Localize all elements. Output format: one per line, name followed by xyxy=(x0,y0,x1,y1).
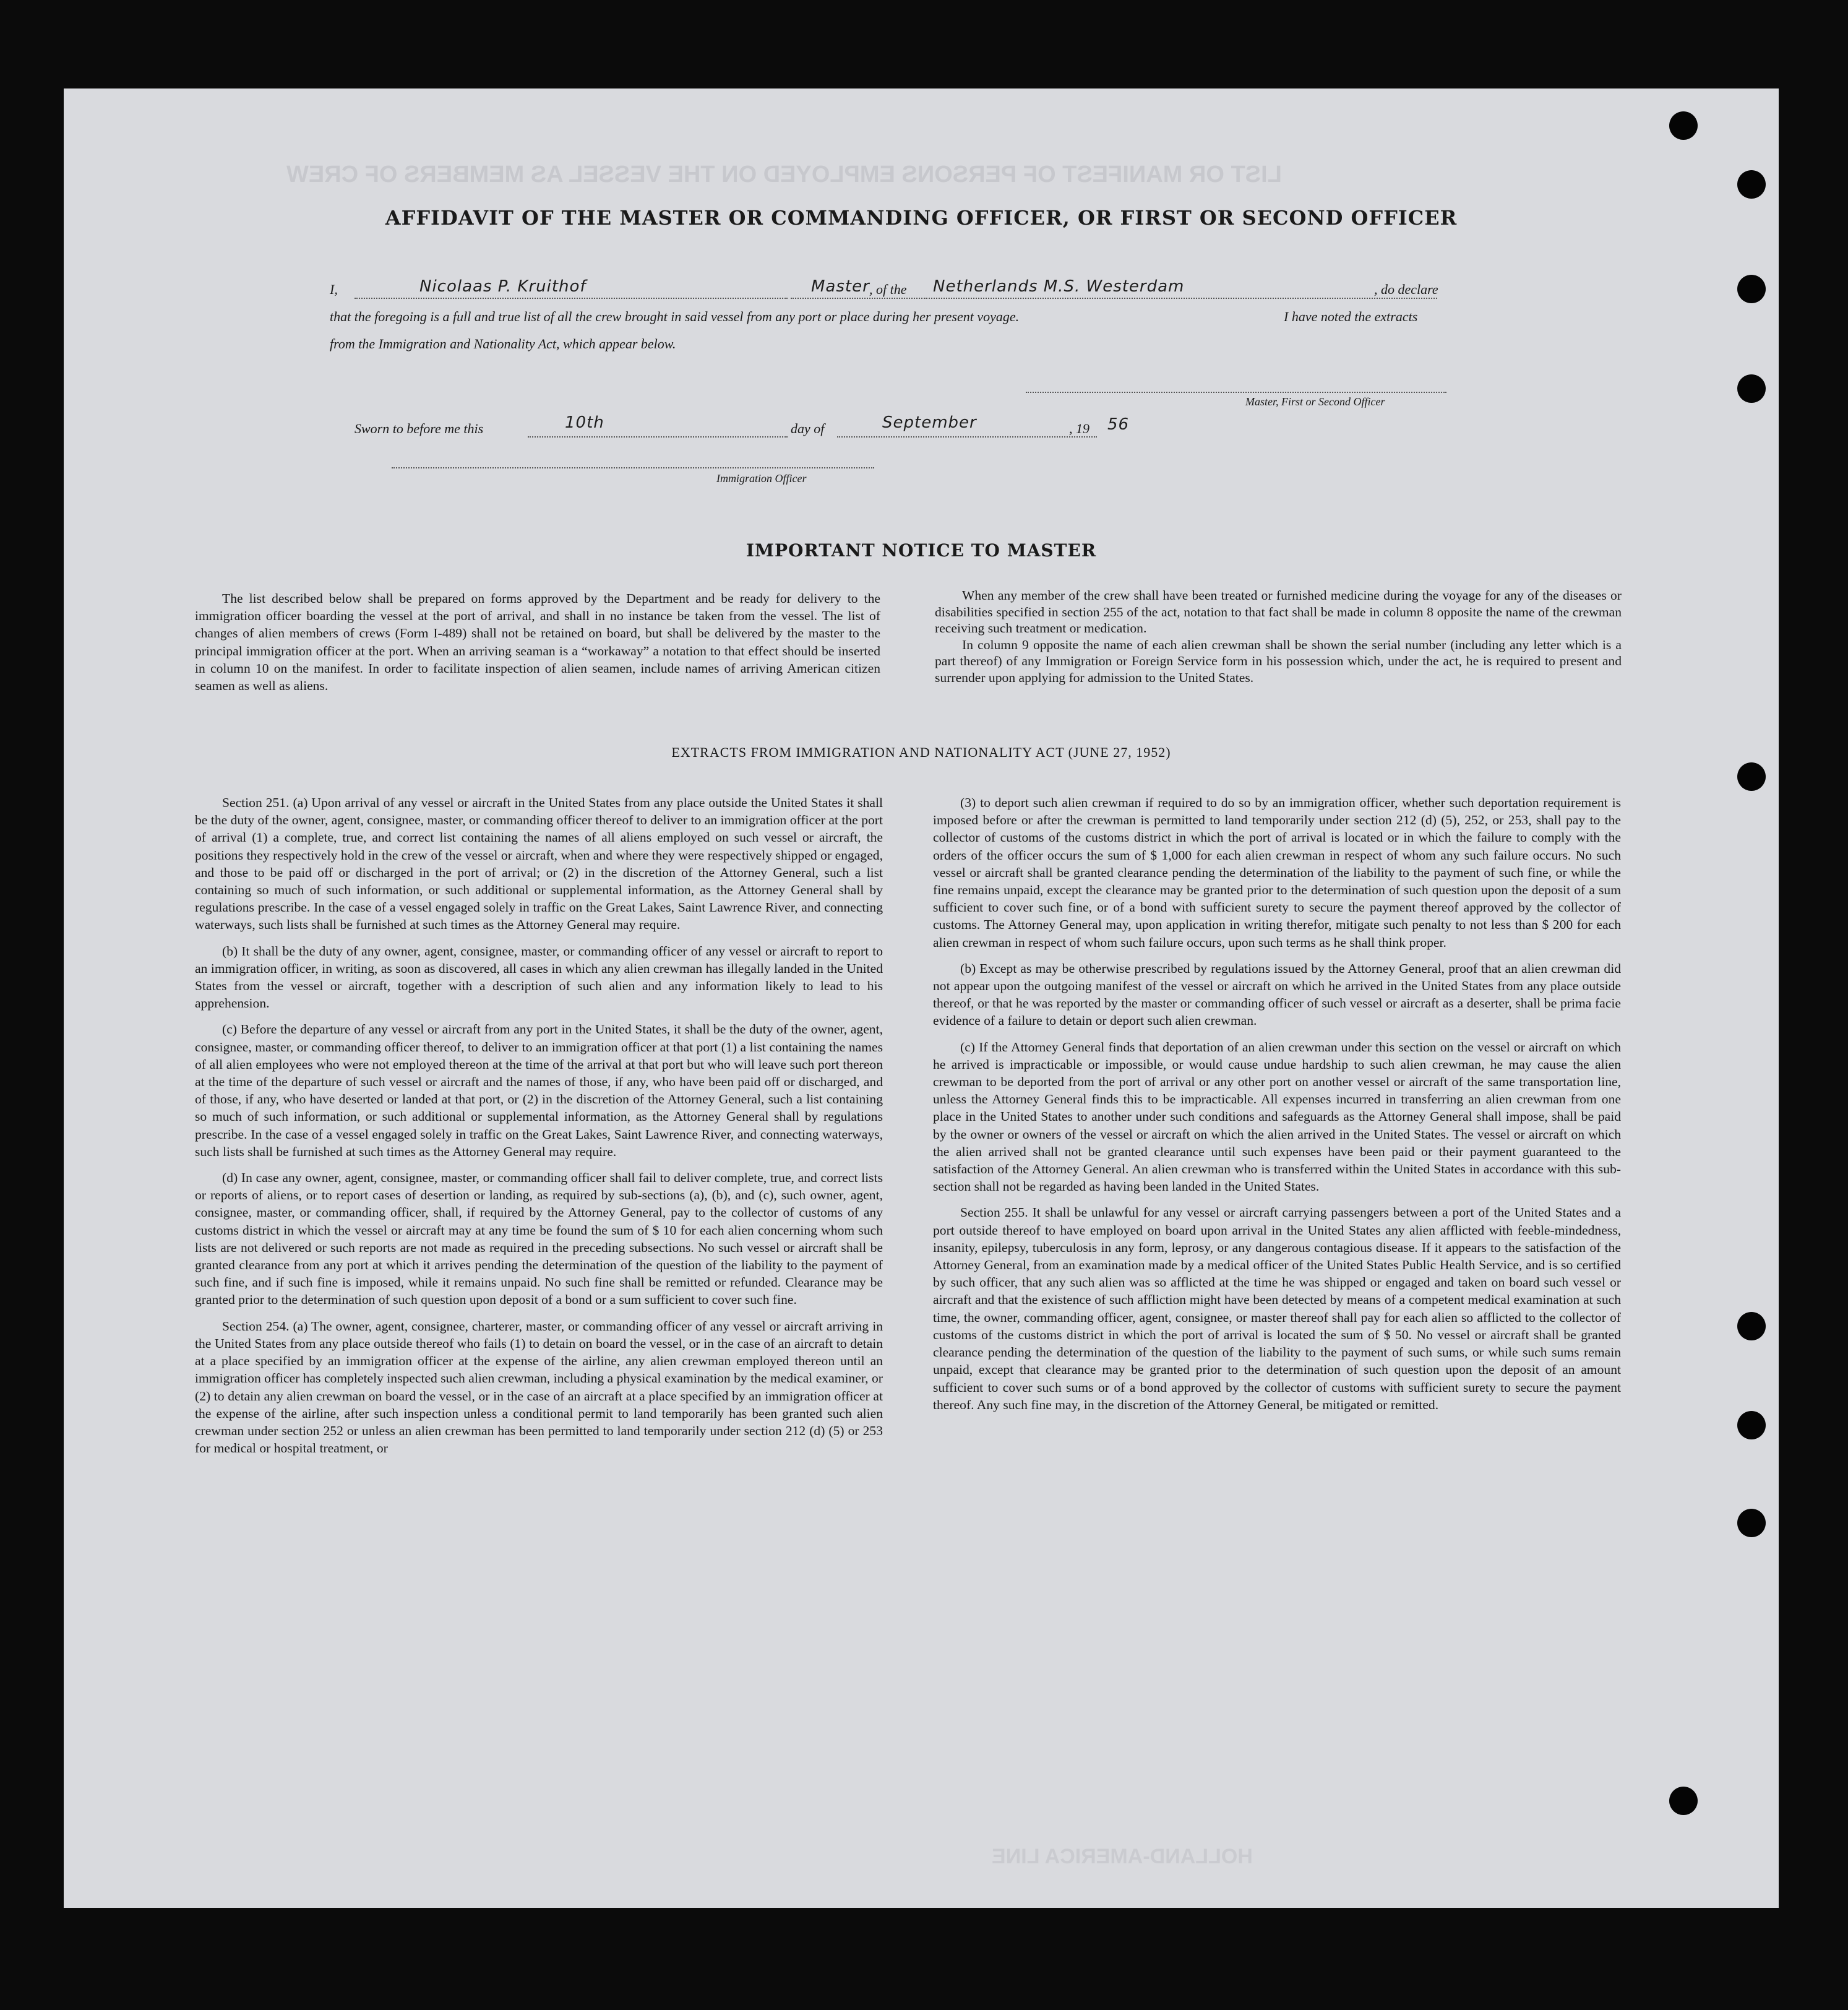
affidavit-line-2: that the foregoing is a full and true list of all the crew brought in said vessel from any port or place during her present voyage. xyxy=(330,309,1020,324)
section-255: Section 255. It shall be unlawful for any vessel or aircraft carrying passengers between a port of the United States and a port outside thereof to have employed on board upon arrival in the United States any alien afflicted with feeble-mindedness, insanity, epilepsy, tuberculosis in any form, leprosy, or any dangerous contagious disease. If it appears to the satisfaction of the Attorney General, from an examination made by a medical officer of the United States Public Health Service, and is so certified by such officer, that any such alien was so afflicted at the time he was shipped or engaged and taken on board such vessel or aircraft and that the existence of such affliction might have been detected by means of a competent medical examination at such time, the owner, commanding officer, agent, consignee, or master thereof shall pay for each alien so afflicted to the collector of customs of the customs district in which the port of arrival is located the sum of $ 50. No vessel or aircraft shall be granted clearance pending the determination of the question of the liability to the payment of such sums, or while such sums remain unpaid, except that clearance may be granted prior to the determination of such question upon the deposit of an amount sufficient to cover such sums or of a bond approved by the collector of customs with sufficient surety to secure the payment thereof. Any such fine may, in the discretion of the Attorney General, be mitigated or remitted. xyxy=(933,1205,1621,1412)
punch-hole xyxy=(1737,170,1766,199)
sworn-day: 10th xyxy=(565,413,604,432)
section-251-c: (c) Before the departure of any vessel or aircraft from any port in the United States, it shall be the duty of the owner, agent, consignee, master, or commanding officer thereof, to deliver to an immigration officer at that port (1) a list containing the names of all alien employees who were not employed thereon at the time of the arrival at that port but who will leave such port thereon at the time of the departure of such vessel or aircraft and the names of those, if any, who have been paid off or discharged, and of those, if any, who have deserted or landed at that port, or (2) in the discretion of the Attorney General, such a list containing so much of such information, or such additional or supplemental information, as the Attorney General shall by regulations prescribe. In the case of a vessel engaged solely in traffic on the Great Lakes, Saint Lawrence River, and connecting waterways, such lists shall be furnished at such times as the Attorney General may require. xyxy=(195,1022,883,1159)
sworn-month: September xyxy=(882,413,977,432)
punch-hole xyxy=(1669,111,1698,140)
section-254-a: Section 254. (a) The owner, agent, consignee, charterer, master, or commanding officer of any vessel or aircraft arriving in the United States from any place outside thereof who fails (1) to detain on board the vessel, or in the case of an aircraft to detain at a place specified by an immigration officer at the expense of the airline, any alien crewman employed thereon until an immigration officer has completely inspected such alien crewman, including a physical examination by the medical examiner, or (2) to detain any alien crewman on board the vessel, or in the case of an aircraft at a place specified by an immigration officer at the expense of the airline, after such inspection unless a conditional permit to land temporarily has been granted such alien crewman under section 252 or unless an alien crewman has been permitted to land temporarily under section 212 (d) (5) or 253 for medical or hospital treatment, or xyxy=(195,1318,883,1456)
affidavit-line-2b: I have noted the extracts xyxy=(1284,309,1418,324)
punch-hole xyxy=(1737,374,1766,403)
punch-hole xyxy=(1737,762,1766,791)
affidavit-line-3: from the Immigration and Nationality Act, which appear below. xyxy=(330,336,676,352)
affidavit-title: AFFIDAVIT OF THE MASTER OR COMMANDING OFFICER, OR FIRST OR SECOND OFFICER xyxy=(385,206,1458,230)
section-251-b: (b) It shall be the duty of any owner, agent, consignee, master, or commanding officer of any vessel or aircraft to report to an immigration officer, in writing, as soon as discovered, all cases in which any alien crewman has illegally landed in the United States from the vessel or aircraft, together with a description of such alien and any information likely to lead to his apprehension. xyxy=(195,943,883,1011)
punch-hole xyxy=(1737,275,1766,303)
punch-hole xyxy=(1669,1787,1698,1815)
section-251-a: Section 251. (a) Upon arrival of any vessel or aircraft in the United States from any place outside the United States it shall be the duty of the owner, agent, consignee, master, or commanding officer thereof to deliver to an immigration officer at the port of arrival (1) a complete, true, and correct list containing the names of all aliens employed on such vessel or aircraft, the positions they respectively hold in the crew of the vessel or aircraft, when and where they were respectively shipped or engaged, and those to be paid off or discharged in the port of arrival; or (2) in the discretion of the Attorney General, such a list containing so much of such information, or such additional or supplemental information, as the Attorney General shall by regulations prescribe. In the case of a vessel engaged solely in traffic on the Great Lakes, Saint Lawrence River, and connecting waterways, such lists shall be furnished at such times as the Attorney General may require. xyxy=(195,795,883,933)
sworn-year: 56 xyxy=(1107,415,1130,434)
punch-hole xyxy=(1737,1411,1766,1439)
section-254-b: (b) Except as may be otherwise prescribed by regulations issued by the Attorney General, proof that an alien crewman did not appear upon the outgoing manifest of the vessel or aircraft on which he arrived in the United States from any place outside thereof, or that he was reported by the master or commanding officer of such vessel or aircraft as a deserter, shall be prima facie evidence of a failure to detain or deport such alien crewman. xyxy=(933,960,1621,1029)
punch-hole xyxy=(1737,1509,1766,1537)
vessel-name: Netherlands M.S. Westerdam xyxy=(933,277,1185,296)
notice-right-column xyxy=(935,587,1622,694)
extracts-left-column xyxy=(195,794,883,1465)
immigration-officer-label: Immigration Officer xyxy=(716,472,807,485)
section-254-c: (c) If the Attorney General finds that deportation of an alien crewman under this section on the vessel or aircraft on which he arrived is impracticable or impossible, or would cause undue hardship to such alien crewman, he may cause the alien crewman to be deported from the port of arrival or any other port on another vessel or aircraft of the same transportation line, unless the Attorney General finds this to be impracticable. All expenses incurred in transferring an alien crewman from one place in the United States to another under such conditions and safeguards as the Attorney General shall impose, shall be paid by the owner or owners of the vessel or aircraft on which the alien arrived in the United States. The vessel or aircraft on which the alien arrived shall not be granted clearance until such expenses have been paid or their payment guaranteed to the satisfaction of the Attorney General. An alien crewman who is transferred within the United States in accordance with this sub-section shall not be regarded as having been landed in the United States. xyxy=(933,1039,1621,1194)
notice-left-column xyxy=(195,590,880,703)
extracts-right-column xyxy=(933,794,1621,1422)
signature-label: Master, First or Second Officer xyxy=(1245,395,1385,408)
notice-right-paragraph-1: When any member of the crew shall have been treated or furnished medicine during the voyage for any of the diseases or disabilities specified in section 255 of the act, notation to that fact shall be made in column 8 opposite the name of the crewman receiving such treatment or medication. xyxy=(935,588,1622,636)
master-name: Nicolaas P. Kruithof xyxy=(419,277,587,296)
section-254-a-cont: (3) to deport such alien crewman if required to do so by an immigration officer, whether such deportation requirement is imposed before or after the crewman is permitted to land temporarily under section 212 (d) (5), 252, or 253, shall pay to the collector of customs of the customs district in which the port of arrival is located or in which the failure to comply with the orders of the officer occurs the sum of $ 1,000 for each alien crewman in respect of whom any such failure occurs. No such vessel or aircraft shall be granted clearance pending the determination of the liability to the payment of such fine, or while the fine remains unpaid, except the clearance may be granted prior to the determination of such question upon the deposit of a sum sufficient to cover such fine, or of a bond with sufficient surety to secure the payment thereof approved by the collector of customs. The Attorney General may, upon application in writing therefor, mitigate such penalty to not less than $ 200 for each alien crewman in respect of whom such failure occurs, upon such terms as he shall think proper. xyxy=(933,795,1621,950)
master-rank: Master xyxy=(811,277,870,296)
day-of-label: day of xyxy=(791,421,825,436)
notice-left-paragraph: The list described below shall be prepared on forms approved by the Department and be ready for delivery to the immigration officer boarding the vessel at the port of arrival, and shall in no instance be taken from the vessel. The list of changes of alien members of crews (Form I-489) shall not be retained on board, but shall be delivered by the master to the principal immigration officer at the port. When an arriving seaman is a “workaway” a notation to that effect should be inserted in column 10 on the manifest. In order to facilitate inspection of alien seamen, include names of arriving American citizen seamen as well as aliens. xyxy=(195,591,880,694)
year-prefix: , 19 xyxy=(1069,421,1089,436)
bleed-through-header: LIST OR MANIFEST OF PERSONS EMPLOYED ON THE VESSEL AS MEMBERS OF CREW xyxy=(286,162,1282,188)
sworn-prefix: Sworn to before me this xyxy=(355,421,484,436)
bleed-through-footer: HOLLAND-AMERICA LINE xyxy=(992,1845,1253,1868)
punch-hole xyxy=(1737,1312,1766,1340)
do-declare-label: , do declare xyxy=(1374,282,1438,297)
section-251-d: (d) In case any owner, agent, consignee, master, or commanding officer shall fail to deliver complete, true, and correct lists or reports of aliens, or to report cases of desertion or landing, as required by sub-sections (a), (b), and (c), such owner, agent, consignee, master, or commanding officer, shall, if required by the Attorney General, pay to the collector of customs of any customs district in which the vessel or aircraft may at any time be found the sum of $ 10 for each alien concerning whom such lists are not delivered or such reports are not made as required in the preceding subsections. No such vessel or aircraft shall be granted clearance from any port at which it arrives pending the determination of the question of the liability to the payment of such fine, and if such fine is imposed, while it remains unpaid. No such fine shall be remitted or refunded. Clearance may be granted prior to the determination of such question upon deposit of a bond or a sum sufficient to cover such fine. xyxy=(195,1170,883,1308)
of-the-label: , of the xyxy=(869,282,907,297)
affidavit-prefix: I, xyxy=(330,282,338,297)
extracts-title: EXTRACTS FROM IMMIGRATION AND NATIONALITY ACT (JUNE 27, 1952) xyxy=(671,744,1171,760)
notice-title: IMPORTANT NOTICE TO MASTER xyxy=(746,540,1097,561)
document-page xyxy=(64,88,1779,1908)
notice-right-paragraph-2: In column 9 opposite the name of each alien crewman shall be shown the serial number (including any letter which is a part thereof) of any Immigration or Foreign Service form in his possession which, under the act, he is required to present and surrender upon applying for admission to the United States. xyxy=(935,637,1622,685)
